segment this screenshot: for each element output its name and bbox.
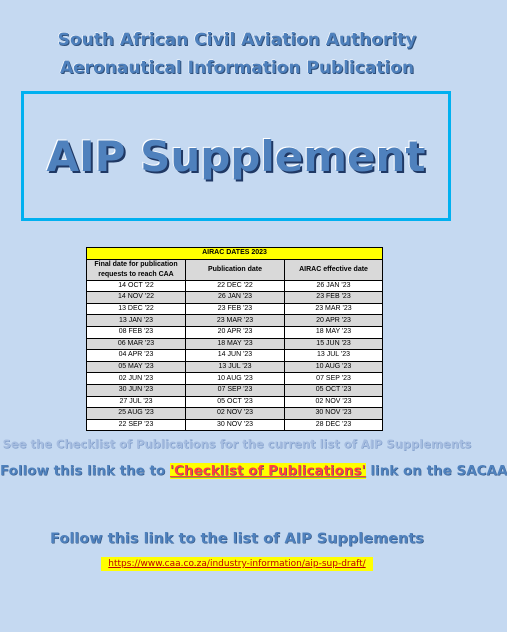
table-row (87, 303, 383, 315)
table-cell: 18 MAY '23 (186, 338, 285, 350)
table-row (87, 419, 383, 431)
table-cell: 25 AUG '23 (87, 408, 186, 420)
table-cell: 02 JUN '23 (87, 373, 186, 385)
table-cell: 26 JAN '23 (285, 280, 383, 292)
table-row (87, 326, 383, 338)
checklist-link-suffix: link on the SACAA (365, 463, 507, 479)
table-cell: 14 NOV '22 (87, 292, 186, 304)
table-row (87, 361, 383, 373)
table-cell: 30 NOV '23 (186, 419, 285, 431)
table-cell: 15 JUN '23 (285, 338, 383, 350)
table-cell: 13 JUL '23 (285, 350, 383, 362)
table-cell: 23 FEB '23 (186, 303, 285, 315)
checklist-of-publications-link[interactable]: 'Checklist of Publications' (169, 463, 366, 479)
table-cell: 06 MAR '23 (87, 338, 186, 350)
checklist-link-line (0, 463, 507, 479)
table-cell: 14 OCT '22 (87, 280, 186, 292)
table-row (87, 396, 383, 408)
table-row (87, 350, 383, 362)
table-row (87, 292, 383, 304)
table-cell: 30 NOV '23 (285, 408, 383, 420)
table-cell: 18 MAY '23 (285, 326, 383, 338)
table-row (87, 384, 383, 396)
table-row (87, 315, 383, 327)
table-cell: 20 APR '23 (186, 326, 285, 338)
table-cell: 04 APR '23 (87, 350, 186, 362)
publication-heading: Aeronautical Information Publication (59, 58, 415, 78)
table-row (87, 373, 383, 385)
column-header-final-date: Final date for publication requests to reach CAA (87, 259, 186, 280)
table-cell: 07 SEP '23 (285, 373, 383, 385)
table-cell: 23 FEB '23 (285, 292, 383, 304)
table-cell: 27 JUL '23 (87, 396, 186, 408)
checklist-note: See the Checklist of Publications for the current list of AIP Supplements (2, 437, 472, 451)
title-banner (21, 91, 451, 221)
table-cell: 08 FEB '23 (87, 326, 186, 338)
table-cell: 23 MAR '23 (186, 315, 285, 327)
table-cell: 30 JUN '23 (87, 384, 186, 396)
table-cell: 14 JUN '23 (186, 350, 285, 362)
table-cell: 02 NOV '23 (186, 408, 285, 420)
table-cell: 22 DEC '22 (186, 280, 285, 292)
checklist-link-prefix: Follow this link the to (0, 463, 170, 479)
table-cell: 13 DEC '22 (87, 303, 186, 315)
table-cell: 13 JUL '23 (186, 361, 285, 373)
table-cell: 02 NOV '23 (285, 396, 383, 408)
table-row (87, 408, 383, 420)
table-cell: 20 APR '23 (285, 315, 383, 327)
table-cell: 22 SEP '23 (87, 419, 186, 431)
organization-heading: South African Civil Aviation Authority (57, 30, 417, 50)
table-cell: 23 MAR '23 (285, 303, 383, 315)
table-cell: 05 OCT '23 (186, 396, 285, 408)
table-cell: 26 JAN '23 (186, 292, 285, 304)
table-cell: 13 JAN '23 (87, 315, 186, 327)
table-cell: 05 MAY '23 (87, 361, 186, 373)
airac-dates-table (86, 247, 383, 431)
column-header-effective-date: AIRAC effective date (285, 259, 383, 280)
table-row (87, 280, 383, 292)
supplements-list-heading: Follow this link to the list of AIP Supplements (50, 531, 424, 547)
supplements-url-link[interactable]: https://www.caa.co.za/industry-information/aip-sup-draft/ (101, 557, 373, 571)
column-header-publication-date: Publication date (186, 259, 285, 280)
table-row (87, 338, 383, 350)
table-body (87, 280, 383, 431)
table-cell: 28 DEC '23 (285, 419, 383, 431)
table-cell: 07 SEP '23 (186, 384, 285, 396)
table-cell: 10 AUG '23 (285, 361, 383, 373)
table-cell: 05 OCT '23 (285, 384, 383, 396)
banner-title: AIP Supplement (46, 131, 426, 181)
table-cell: 10 AUG '23 (186, 373, 285, 385)
table-title: AIRAC DATES 2023 (87, 248, 383, 260)
